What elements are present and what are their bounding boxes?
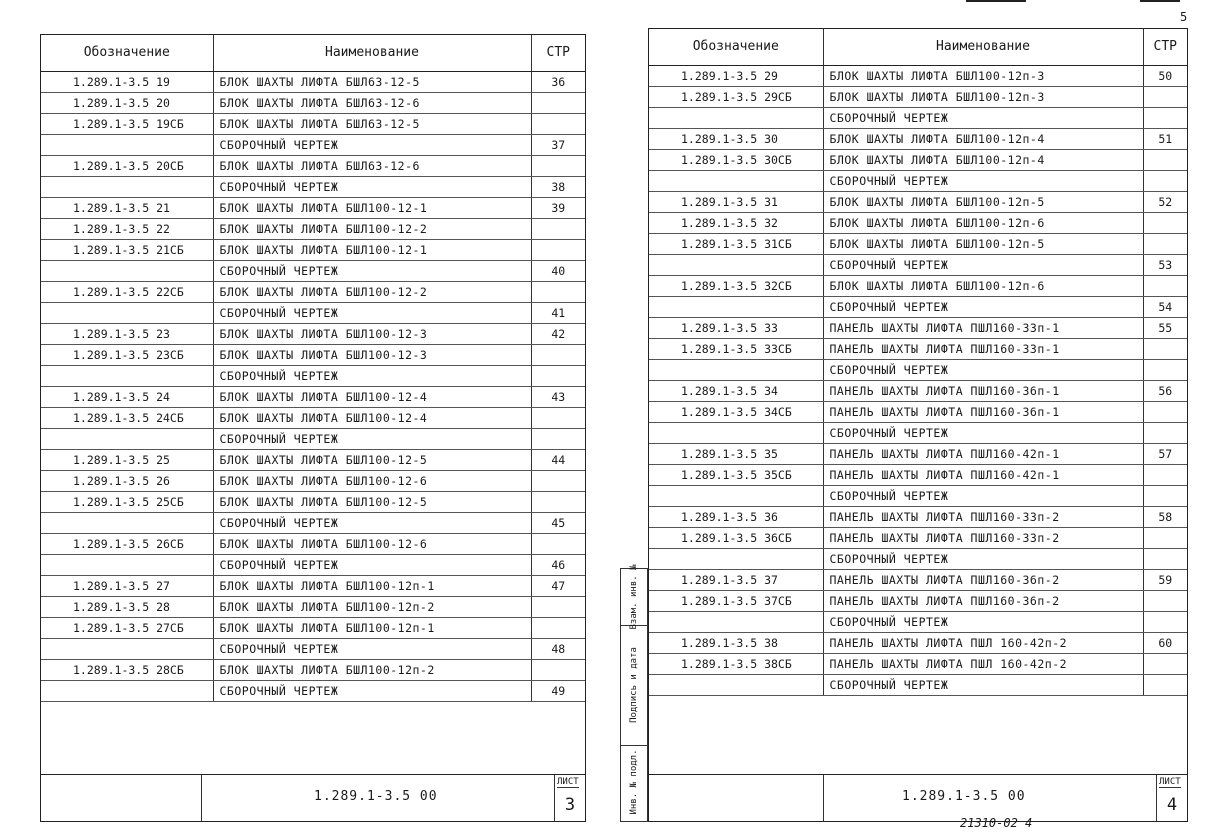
header-designation: Обозначение: [41, 35, 213, 72]
table-row: [41, 555, 585, 576]
row-name: БЛОК ШАХТЫ ЛИФТА БШЛ100-12-4: [213, 387, 531, 408]
stamp-cell: [621, 564, 647, 630]
row-page: 44: [531, 450, 585, 471]
row-designation: 1.289.1-3.5 21СБ: [41, 240, 213, 261]
row-name: ПАНЕЛЬ ШАХТЫ ЛИФТА ПШЛ160-33п-2: [823, 507, 1143, 528]
row-name: БЛОК ШАХТЫ ЛИФТА БШЛ100-12-1: [213, 198, 531, 219]
row-designation: 1.289.1-3.5 36СБ: [649, 528, 823, 549]
row-designation: 1.289.1-3.5 36: [649, 507, 823, 528]
table-row: [41, 576, 585, 597]
row-name: БЛОК ШАХТЫ ЛИФТА БШЛ100-12п-1: [213, 576, 531, 597]
table-row: [649, 255, 1187, 276]
row-designation: [41, 429, 213, 450]
table-row: [649, 444, 1187, 465]
row-designation: 1.289.1-3.5 19СБ: [41, 114, 213, 135]
header-designation: Обозначение: [649, 29, 823, 66]
row-name: БЛОК ШАХТЫ ЛИФТА БШЛ100-12-1: [213, 240, 531, 261]
row-page: 46: [531, 555, 585, 576]
row-designation: [649, 360, 823, 381]
left-index-table: [41, 35, 585, 702]
table-row: [649, 465, 1187, 486]
table-row: [41, 618, 585, 639]
row-page: 50: [1143, 66, 1187, 87]
sheet-label: ЛИСТ: [557, 777, 579, 787]
row-page: [1143, 591, 1187, 612]
row-name: БЛОК ШАХТЫ ЛИФТА БШЛ63-12-5: [213, 72, 531, 93]
row-designation: 1.289.1-3.5 29СБ: [649, 87, 823, 108]
row-page: [531, 429, 585, 450]
row-designation: [41, 639, 213, 660]
row-page: [1143, 654, 1187, 675]
header-name: Наименование: [823, 29, 1143, 66]
table-row: [41, 492, 585, 513]
table-row: [649, 675, 1187, 696]
row-name: СБОРОЧНЫЙ ЧЕРТЕЖ: [213, 177, 531, 198]
row-designation: 1.289.1-3.5 23: [41, 324, 213, 345]
table-row: [649, 528, 1187, 549]
row-name: БЛОК ШАХТЫ ЛИФТА БШЛ100-12п-2: [213, 597, 531, 618]
row-designation: 1.289.1-3.5 31: [649, 192, 823, 213]
table-row: [41, 261, 585, 282]
row-page: 40: [531, 261, 585, 282]
row-page: [1143, 402, 1187, 423]
table-row: [649, 297, 1187, 318]
title-block: [649, 774, 1187, 821]
row-page: [1143, 213, 1187, 234]
row-designation: [41, 135, 213, 156]
row-designation: 1.289.1-3.5 22СБ: [41, 282, 213, 303]
row-designation: 1.289.1-3.5 33СБ: [649, 339, 823, 360]
row-designation: 1.289.1-3.5 38СБ: [649, 654, 823, 675]
row-name: БЛОК ШАХТЫ ЛИФТА БШЛ100-12п-2: [213, 660, 531, 681]
row-page: 47: [531, 576, 585, 597]
table-row: [41, 177, 585, 198]
row-designation: [649, 171, 823, 192]
sheet-box: [554, 775, 585, 821]
header-page: СТР: [1143, 29, 1187, 66]
row-name: ПАНЕЛЬ ШАХТЫ ЛИФТА ПШЛ160-42п-1: [823, 444, 1143, 465]
stamp-replaced-inv: Взам. инв. №: [629, 564, 639, 630]
row-designation: 1.289.1-3.5 38: [649, 633, 823, 654]
table-row: [649, 150, 1187, 171]
row-name: ПАНЕЛЬ ШАХТЫ ЛИФТА ПШЛ160-36п-2: [823, 591, 1143, 612]
table-row: [649, 549, 1187, 570]
row-designation: [649, 675, 823, 696]
row-name: СБОРОЧНЫЙ ЧЕРТЕЖ: [213, 135, 531, 156]
table-row: [41, 408, 585, 429]
row-name: СБОРОЧНЫЙ ЧЕРТЕЖ: [213, 639, 531, 660]
stamp-signature-date: Подпись и дата: [629, 647, 639, 723]
row-designation: [649, 108, 823, 129]
table-row: [41, 282, 585, 303]
right-sheet: [648, 28, 1188, 822]
row-page: 57: [1143, 444, 1187, 465]
row-name: СБОРОЧНЫЙ ЧЕРТЕЖ: [823, 108, 1143, 129]
row-page: 37: [531, 135, 585, 156]
row-page: [531, 219, 585, 240]
row-designation: 1.289.1-3.5 19: [41, 72, 213, 93]
row-designation: 1.289.1-3.5 30: [649, 129, 823, 150]
row-page: [531, 282, 585, 303]
row-designation: 1.289.1-3.5 30СБ: [649, 150, 823, 171]
row-name: ПАНЕЛЬ ШАХТЫ ЛИФТА ПШЛ 160-42п-2: [823, 654, 1143, 675]
row-page: [531, 240, 585, 261]
table-row: [649, 66, 1187, 87]
row-designation: [41, 177, 213, 198]
row-page: 52: [1143, 192, 1187, 213]
table-row: [649, 234, 1187, 255]
table-row: [649, 339, 1187, 360]
row-designation: 1.289.1-3.5 26СБ: [41, 534, 213, 555]
sheet-box: [1156, 775, 1187, 821]
row-designation: 1.289.1-3.5 32: [649, 213, 823, 234]
row-designation: 1.289.1-3.5 32СБ: [649, 276, 823, 297]
table-row: [649, 570, 1187, 591]
row-designation: 1.289.1-3.5 35: [649, 444, 823, 465]
table-row: [649, 171, 1187, 192]
table-row: [649, 213, 1187, 234]
row-name: СБОРОЧНЫЙ ЧЕРТЕЖ: [823, 360, 1143, 381]
table-row: [41, 93, 585, 114]
footer-code: 1.289.1-3.5 00: [314, 789, 438, 804]
table-row: [41, 513, 585, 534]
row-page: [1143, 276, 1187, 297]
row-designation: [41, 261, 213, 282]
row-designation: 1.289.1-3.5 34СБ: [649, 402, 823, 423]
row-designation: 1.289.1-3.5 37СБ: [649, 591, 823, 612]
row-page: [1143, 87, 1187, 108]
table-row: [649, 486, 1187, 507]
row-page: 42: [531, 324, 585, 345]
table-row: [41, 345, 585, 366]
row-name: СБОРОЧНЫЙ ЧЕРТЕЖ: [823, 612, 1143, 633]
top-mark: [1140, 0, 1180, 2]
row-page: [531, 408, 585, 429]
footer-code-box: [201, 775, 555, 821]
row-name: БЛОК ШАХТЫ ЛИФТА БШЛ100-12п-5: [823, 234, 1143, 255]
row-name: БЛОК ШАХТЫ ЛИФТА БШЛ100-12п-6: [823, 276, 1143, 297]
row-name: БЛОК ШАХТЫ ЛИФТА БШЛ100-12п-5: [823, 192, 1143, 213]
row-name: БЛОК ШАХТЫ ЛИФТА БШЛ100-12п-4: [823, 150, 1143, 171]
row-designation: 1.289.1-3.5 34: [649, 381, 823, 402]
row-page: 51: [1143, 129, 1187, 150]
row-page: 45: [531, 513, 585, 534]
table-row: [41, 429, 585, 450]
table-row: [41, 681, 585, 702]
row-name: СБОРОЧНЫЙ ЧЕРТЕЖ: [823, 423, 1143, 444]
row-name: СБОРОЧНЫЙ ЧЕРТЕЖ: [213, 429, 531, 450]
row-page: [531, 366, 585, 387]
header-page: СТР: [531, 35, 585, 72]
row-designation: 1.289.1-3.5 24СБ: [41, 408, 213, 429]
row-designation: 1.289.1-3.5 23СБ: [41, 345, 213, 366]
table-row: [41, 219, 585, 240]
sheet-number: 3: [564, 795, 576, 815]
table-row: [41, 660, 585, 681]
row-designation: 1.289.1-3.5 28: [41, 597, 213, 618]
row-designation: [649, 297, 823, 318]
table-row: [649, 633, 1187, 654]
row-name: БЛОК ШАХТЫ ЛИФТА БШЛ100-12п-6: [823, 213, 1143, 234]
row-page: [1143, 549, 1187, 570]
row-designation: 1.289.1-3.5 22: [41, 219, 213, 240]
row-page: 60: [1143, 633, 1187, 654]
stamp-cell: [621, 745, 647, 819]
row-page: 59: [1143, 570, 1187, 591]
row-name: СБОРОЧНЫЙ ЧЕРТЕЖ: [823, 549, 1143, 570]
row-name: БЛОК ШАХТЫ ЛИФТА БШЛ100-12-3: [213, 324, 531, 345]
row-name: БЛОК ШАХТЫ ЛИФТА БШЛ63-12-5: [213, 114, 531, 135]
row-name: ПАНЕЛЬ ШАХТЫ ЛИФТА ПШЛ160-42п-1: [823, 465, 1143, 486]
row-designation: [649, 549, 823, 570]
table-row: [41, 324, 585, 345]
row-name: ПАНЕЛЬ ШАХТЫ ЛИФТА ПШЛ160-33п-1: [823, 318, 1143, 339]
table-row: [41, 639, 585, 660]
table-row: [41, 450, 585, 471]
row-page: [1143, 423, 1187, 444]
table-row: [649, 654, 1187, 675]
table-row: [649, 318, 1187, 339]
row-name: БЛОК ШАХТЫ ЛИФТА БШЛ100-12-2: [213, 282, 531, 303]
row-page: 43: [531, 387, 585, 408]
side-stamp-strip: [620, 564, 648, 822]
corner-mark: 5: [1180, 10, 1188, 24]
header-name: Наименование: [213, 35, 531, 72]
row-page: [1143, 465, 1187, 486]
row-name: БЛОК ШАХТЫ ЛИФТА БШЛ100-12-5: [213, 450, 531, 471]
row-page: [1143, 234, 1187, 255]
row-name: СБОРОЧНЫЙ ЧЕРТЕЖ: [823, 171, 1143, 192]
table-row: [41, 198, 585, 219]
table-header-row: [649, 29, 1187, 66]
row-name: ПАНЕЛЬ ШАХТЫ ЛИФТА ПШЛ160-33п-2: [823, 528, 1143, 549]
title-block: [41, 774, 585, 821]
row-name: БЛОК ШАХТЫ ЛИФТА БШЛ100-12п-4: [823, 129, 1143, 150]
table-row: [649, 108, 1187, 129]
row-name: БЛОК ШАХТЫ ЛИФТА БШЛ100-12-4: [213, 408, 531, 429]
row-page: 58: [1143, 507, 1187, 528]
row-designation: 1.289.1-3.5 21: [41, 198, 213, 219]
row-page: 41: [531, 303, 585, 324]
left-sheet: [40, 34, 586, 822]
row-page: [531, 471, 585, 492]
row-name: ПАНЕЛЬ ШАХТЫ ЛИФТА ПШЛ160-33п-1: [823, 339, 1143, 360]
row-page: [1143, 150, 1187, 171]
row-designation: [41, 303, 213, 324]
row-name: СБОРОЧНЫЙ ЧЕРТЕЖ: [823, 486, 1143, 507]
row-page: 48: [531, 639, 585, 660]
row-name: БЛОК ШАХТЫ ЛИФТА БШЛ100-12-5: [213, 492, 531, 513]
row-designation: [41, 681, 213, 702]
table-row: [649, 87, 1187, 108]
row-designation: 1.289.1-3.5 31СБ: [649, 234, 823, 255]
row-designation: [649, 486, 823, 507]
row-page: [1143, 612, 1187, 633]
table-row: [41, 114, 585, 135]
table-row: [649, 192, 1187, 213]
row-page: [531, 114, 585, 135]
row-designation: 1.289.1-3.5 27СБ: [41, 618, 213, 639]
table-row: [649, 423, 1187, 444]
right-index-table: [649, 29, 1187, 696]
row-page: [1143, 171, 1187, 192]
row-page: 36: [531, 72, 585, 93]
row-name: ПАНЕЛЬ ШАХТЫ ЛИФТА ПШЛ160-36п-1: [823, 402, 1143, 423]
table-row: [649, 507, 1187, 528]
row-designation: 1.289.1-3.5 26: [41, 471, 213, 492]
row-page: [531, 156, 585, 177]
row-name: БЛОК ШАХТЫ ЛИФТА БШЛ100-12-6: [213, 471, 531, 492]
row-page: [531, 93, 585, 114]
row-page: [1143, 486, 1187, 507]
row-name: СБОРОЧНЫЙ ЧЕРТЕЖ: [213, 303, 531, 324]
table-row: [649, 591, 1187, 612]
row-name: СБОРОЧНЫЙ ЧЕРТЕЖ: [213, 681, 531, 702]
row-designation: 1.289.1-3.5 20СБ: [41, 156, 213, 177]
row-page: [531, 597, 585, 618]
stamp-cell: [621, 625, 647, 746]
table-row: [41, 135, 585, 156]
row-designation: 1.289.1-3.5 20: [41, 93, 213, 114]
table-row: [41, 366, 585, 387]
footer-code-box: [823, 775, 1157, 821]
row-designation: [649, 423, 823, 444]
table-row: [41, 387, 585, 408]
row-designation: 1.289.1-3.5 37: [649, 570, 823, 591]
table-row: [41, 303, 585, 324]
row-page: [1143, 360, 1187, 381]
table-header-row: [41, 35, 585, 72]
row-name: ПАНЕЛЬ ШАХТЫ ЛИФТА ПШЛ 160-42п-2: [823, 633, 1143, 654]
table-row: [41, 471, 585, 492]
row-page: [531, 534, 585, 555]
row-page: 53: [1143, 255, 1187, 276]
row-page: 54: [1143, 297, 1187, 318]
row-designation: [649, 612, 823, 633]
row-name: БЛОК ШАХТЫ ЛИФТА БШЛ100-12-3: [213, 345, 531, 366]
row-designation: 1.289.1-3.5 24: [41, 387, 213, 408]
row-designation: 1.289.1-3.5 28СБ: [41, 660, 213, 681]
row-page: 55: [1143, 318, 1187, 339]
row-page: [1143, 528, 1187, 549]
row-page: [531, 618, 585, 639]
row-designation: 1.289.1-3.5 29: [649, 66, 823, 87]
row-designation: [649, 255, 823, 276]
row-designation: [41, 366, 213, 387]
row-page: [531, 492, 585, 513]
row-name: БЛОК ШАХТЫ ЛИФТА БШЛ63-12-6: [213, 93, 531, 114]
row-page: [531, 660, 585, 681]
row-name: СБОРОЧНЫЙ ЧЕРТЕЖ: [213, 366, 531, 387]
table-row: [649, 612, 1187, 633]
row-designation: 1.289.1-3.5 25СБ: [41, 492, 213, 513]
table-row: [41, 156, 585, 177]
row-name: СБОРОЧНЫЙ ЧЕРТЕЖ: [823, 297, 1143, 318]
row-name: БЛОК ШАХТЫ ЛИФТА БШЛ63-12-6: [213, 156, 531, 177]
row-page: 39: [531, 198, 585, 219]
row-name: СБОРОЧНЫЙ ЧЕРТЕЖ: [213, 261, 531, 282]
table-row: [649, 129, 1187, 150]
row-designation: 1.289.1-3.5 27: [41, 576, 213, 597]
row-name: ПАНЕЛЬ ШАХТЫ ЛИФТА ПШЛ160-36п-2: [823, 570, 1143, 591]
table-row: [649, 360, 1187, 381]
top-mark: [966, 0, 1026, 2]
row-page: [1143, 108, 1187, 129]
row-name: БЛОК ШАХТЫ ЛИФТА БШЛ100-12п-1: [213, 618, 531, 639]
row-designation: 1.289.1-3.5 25: [41, 450, 213, 471]
table-row: [41, 534, 585, 555]
row-name: ПАНЕЛЬ ШАХТЫ ЛИФТА ПШЛ160-36п-1: [823, 381, 1143, 402]
row-designation: [41, 555, 213, 576]
stamp-original-inv: Инв. № подл.: [629, 749, 639, 815]
row-name: БЛОК ШАХТЫ ЛИФТА БШЛ100-12п-3: [823, 87, 1143, 108]
row-name: СБОРОЧНЫЙ ЧЕРТЕЖ: [213, 513, 531, 534]
sheet-number: 4: [1166, 795, 1178, 815]
row-designation: [41, 513, 213, 534]
row-designation: 1.289.1-3.5 33: [649, 318, 823, 339]
table-row: [649, 381, 1187, 402]
row-page: [1143, 339, 1187, 360]
table-row: [649, 402, 1187, 423]
row-name: СБОРОЧНЫЙ ЧЕРТЕЖ: [823, 675, 1143, 696]
row-name: СБОРОЧНЫЙ ЧЕРТЕЖ: [823, 255, 1143, 276]
row-name: БЛОК ШАХТЫ ЛИФТА БШЛ100-12-2: [213, 219, 531, 240]
row-designation: 1.289.1-3.5 35СБ: [649, 465, 823, 486]
table-row: [41, 240, 585, 261]
row-name: СБОРОЧНЫЙ ЧЕРТЕЖ: [213, 555, 531, 576]
row-page: 56: [1143, 381, 1187, 402]
row-page: 49: [531, 681, 585, 702]
table-row: [41, 597, 585, 618]
row-page: [531, 345, 585, 366]
row-name: БЛОК ШАХТЫ ЛИФТА БШЛ100-12-6: [213, 534, 531, 555]
archive-number: 21310-02 4: [960, 816, 1033, 830]
footer-code: 1.289.1-3.5 00: [902, 789, 1026, 804]
row-page: 38: [531, 177, 585, 198]
table-row: [41, 72, 585, 93]
sheet-label: ЛИСТ: [1159, 777, 1181, 787]
table-row: [649, 276, 1187, 297]
row-name: БЛОК ШАХТЫ ЛИФТА БШЛ100-12п-3: [823, 66, 1143, 87]
row-page: [1143, 675, 1187, 696]
